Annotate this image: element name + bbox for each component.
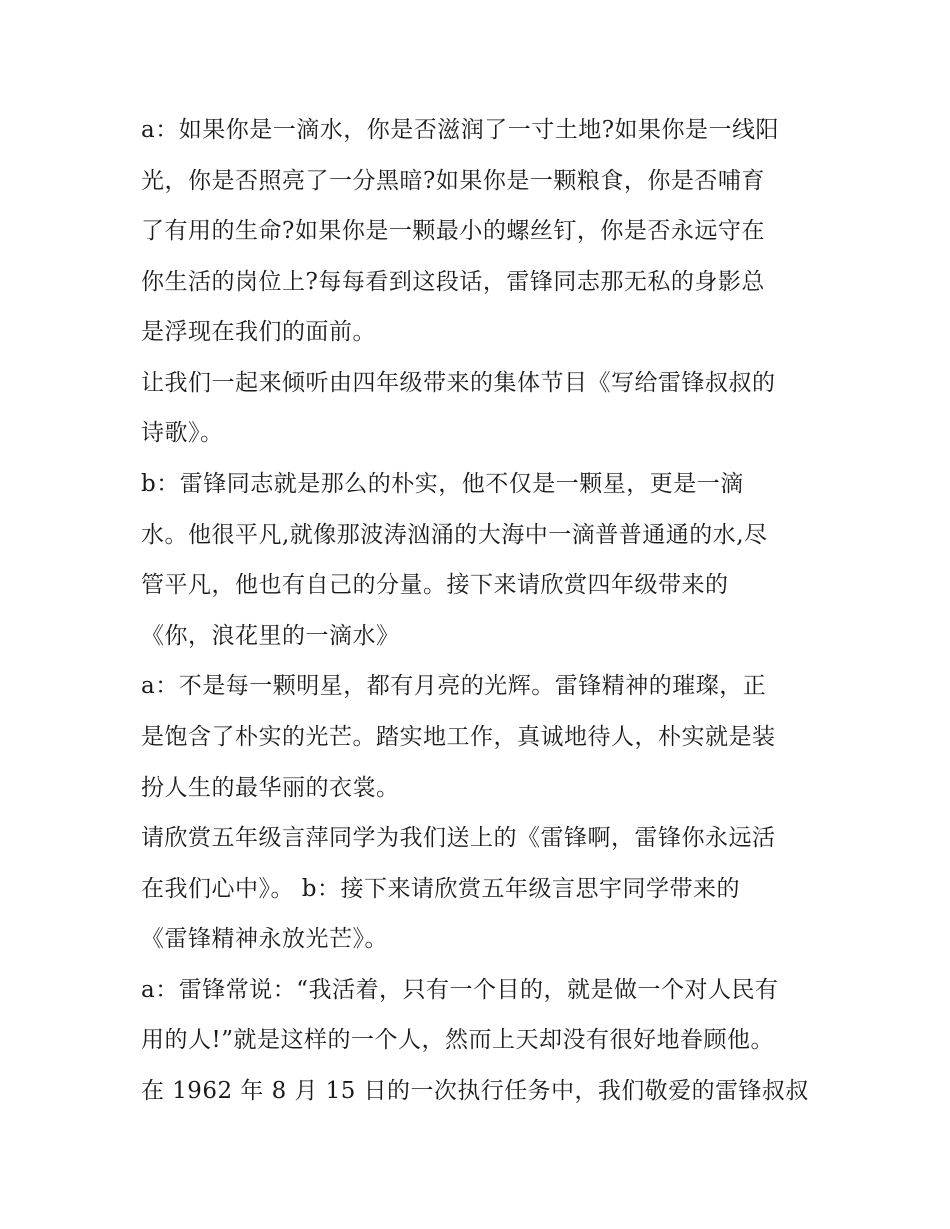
text-line: 是饱含了朴实的光芒。踏实地工作，真诚地待人，朴实就是装	[141, 724, 776, 750]
text-line: 管平凡，他也有自己的分量。接下来请欣赏四年级带来的	[141, 572, 729, 598]
text-line: 用的人!”就是这样的一个人，然而上天却没有很好地眷顾他。	[141, 1027, 775, 1053]
text-line: 《你，浪花里的一滴水》	[141, 623, 400, 649]
text-line: b：雷锋同志就是那么的朴实，他不仅是一颗星，更是一滴	[141, 471, 744, 497]
text-line: 水。他很平凡,就像那波涛汹涌的大海中一滴普普通通的水,尽	[141, 522, 768, 548]
text-line: 扮人生的最华丽的衣裳。	[141, 775, 400, 801]
text-line: 让我们一起来倾听由四年级带来的集体节目《写给雷锋叔叔的	[141, 370, 776, 396]
text-line: 光，你是否照亮了一分黑暗?如果你是一颗粮食，你是否哺育	[141, 168, 765, 194]
text-line: 是浮现在我们的面前。	[141, 319, 376, 345]
text-line: a：雷锋常说：“我活着，只有一个目的，就是做一个对人民有	[141, 977, 779, 1003]
text-line: a：不是每一颗明星，都有月亮的光辉。雷锋精神的璀璨，正	[141, 673, 767, 699]
text-line: 了有用的生命?如果你是一颗最小的螺丝钉，你是否永远守在	[141, 218, 765, 244]
text-line: 在我们心中》。 b：接下来请欣赏五年级言思宇同学带来的	[141, 876, 741, 902]
text-line: 在 1962 年 8 月 15 日的一次执行任务中，我们敬爱的雷锋叔叔	[141, 1078, 809, 1104]
text-line: a：如果你是一滴水，你是否滋润了一寸土地?如果你是一线阳	[141, 117, 780, 143]
text-line: 你生活的岗位上?每每看到这段话，雷锋同志那无私的身影总	[141, 269, 765, 295]
text-line: 《雷锋精神永放光芒》。	[141, 926, 388, 952]
text-line: 诗歌》。	[141, 420, 224, 446]
text-line: 请欣赏五年级言萍同学为我们送上的《雷锋啊，雷锋你永远活	[141, 825, 776, 851]
